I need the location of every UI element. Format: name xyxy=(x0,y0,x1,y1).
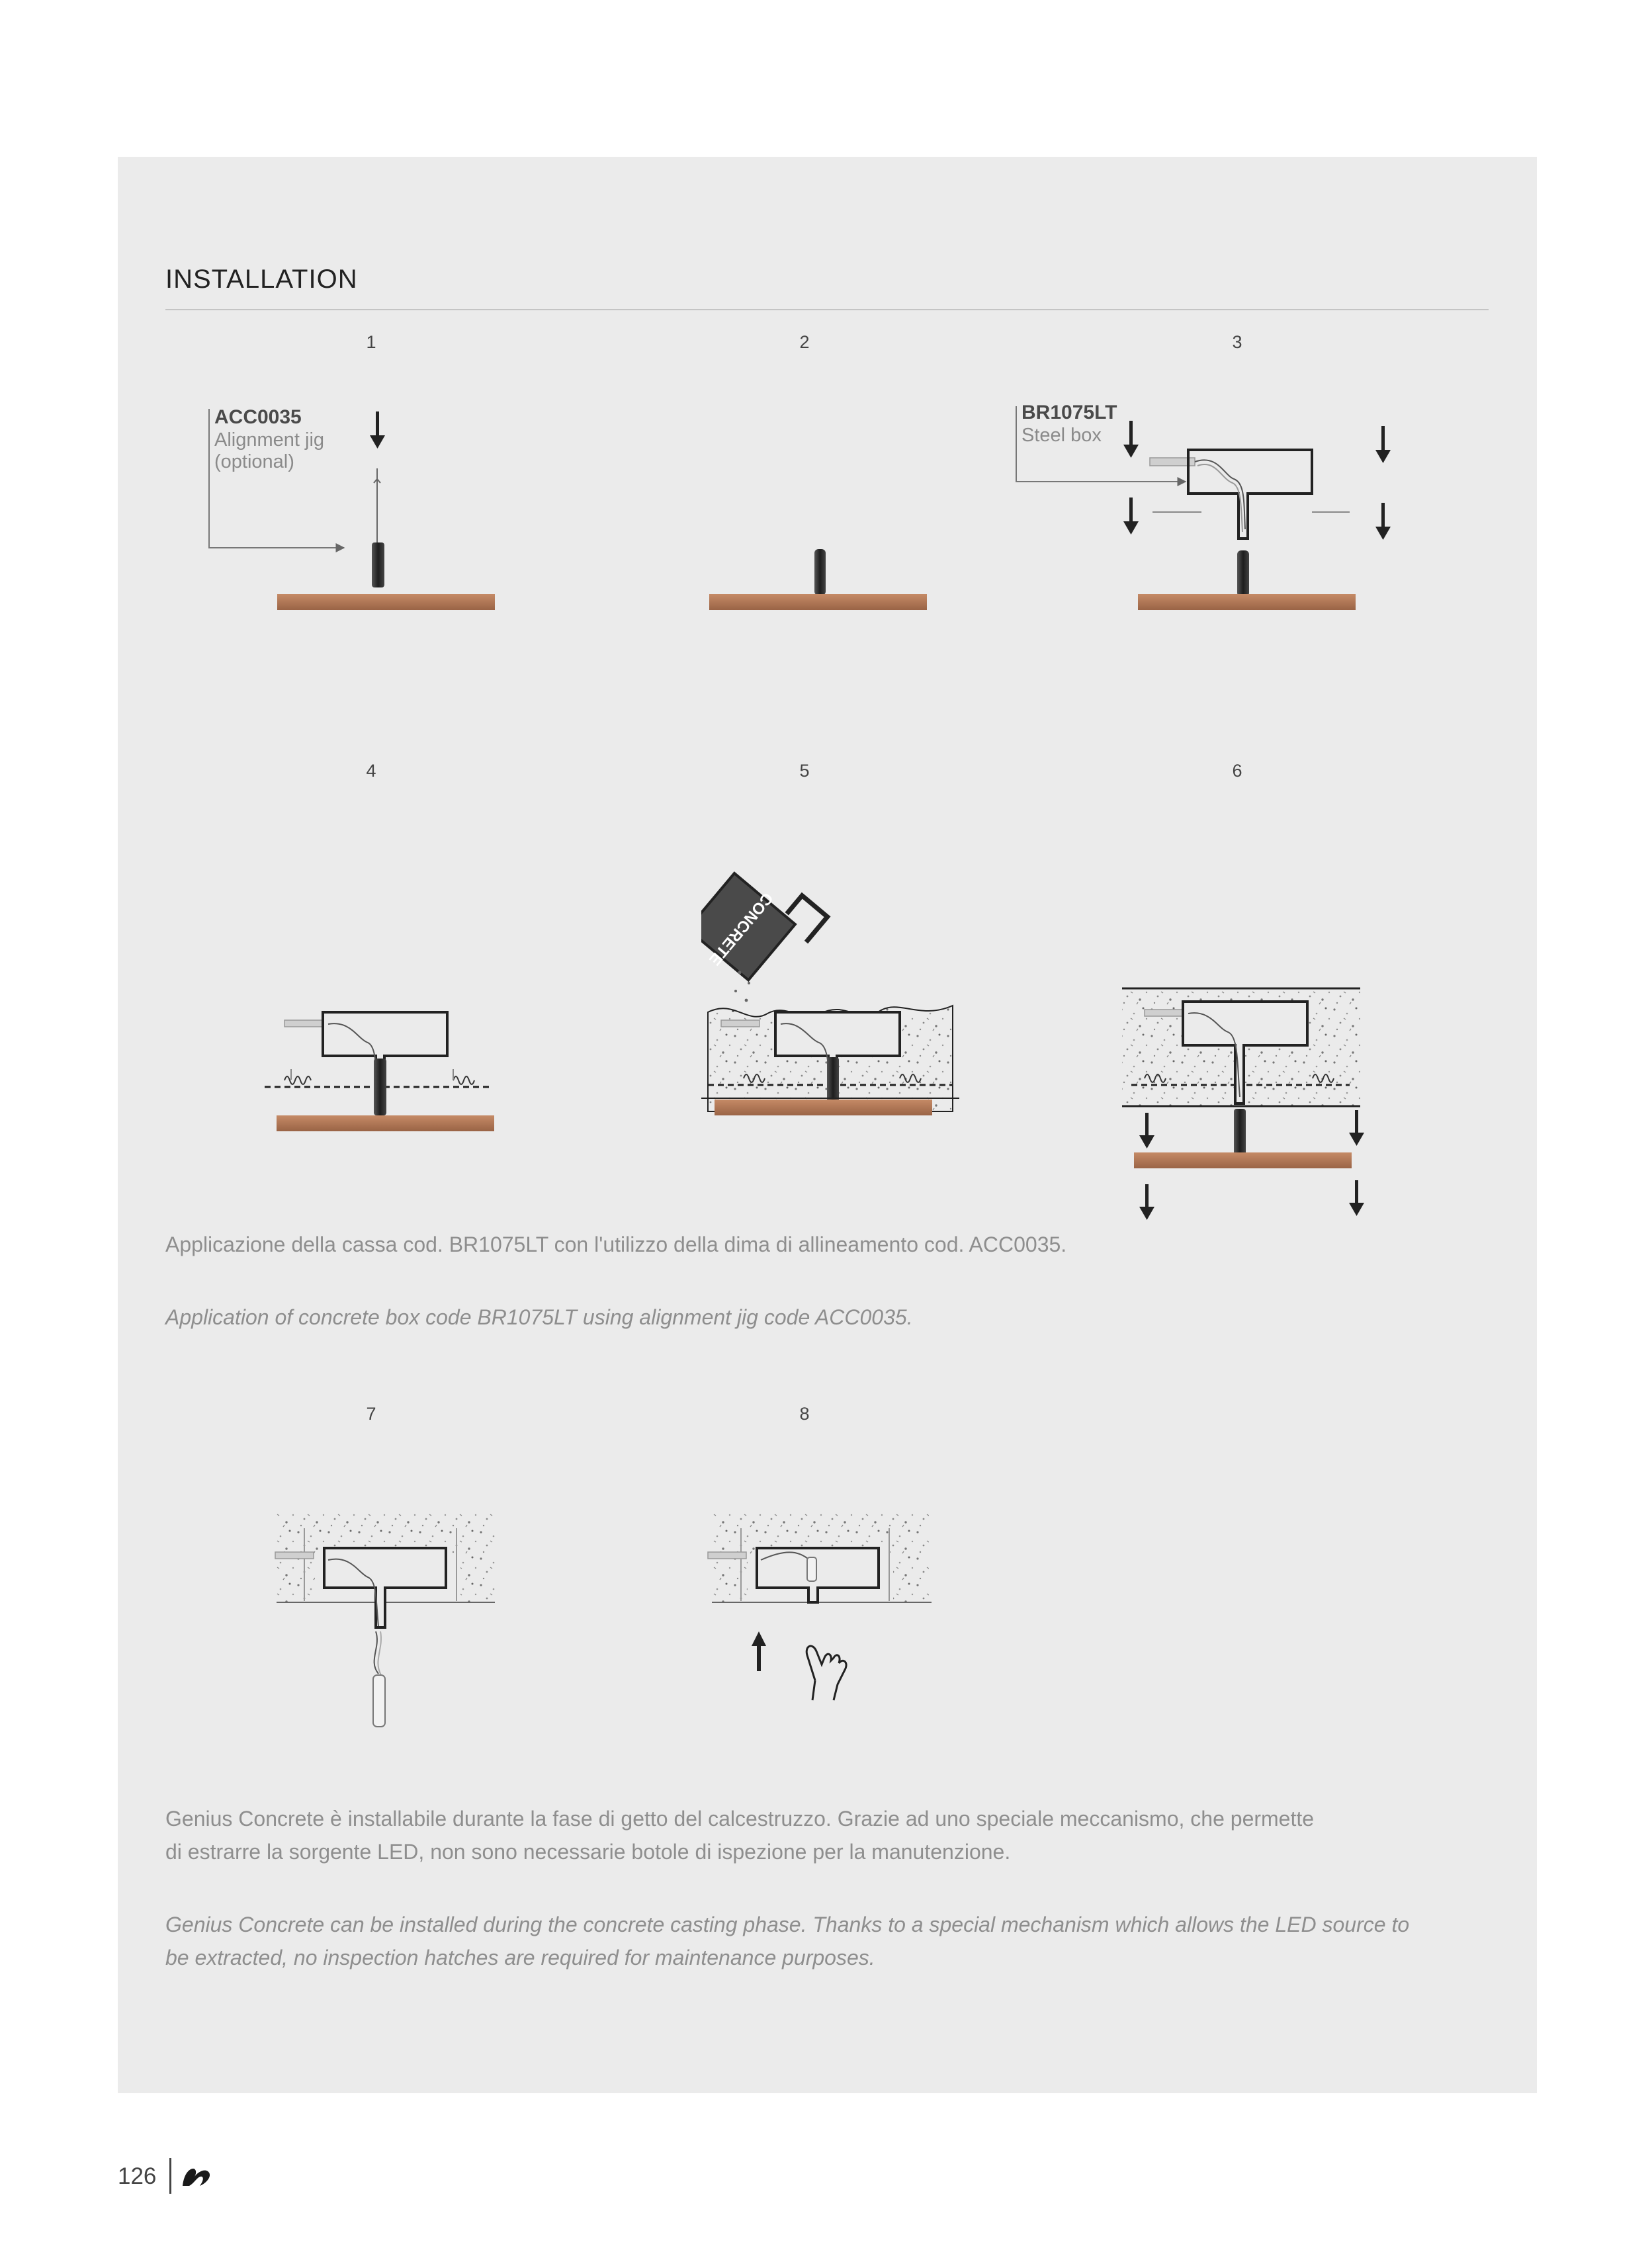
step-number-4: 4 xyxy=(366,761,376,781)
down-arrow-icon xyxy=(370,411,385,449)
led-spotlight xyxy=(814,549,826,595)
title-divider xyxy=(165,309,1489,310)
down-arrow-icon xyxy=(1123,421,1139,458)
down-arrow-icon xyxy=(1375,426,1391,463)
caption-english-2-line-2: be extracted, no inspection hatches are required for maintenance purposes. xyxy=(165,1946,875,1969)
led-spotlight xyxy=(372,542,384,587)
box-code-label: BR1075LT xyxy=(1022,402,1117,423)
led-spotlight xyxy=(374,1059,386,1115)
down-arrow-icon xyxy=(1375,503,1391,540)
step-number-5: 5 xyxy=(799,761,810,781)
step-7-illustration xyxy=(265,1502,503,1753)
step-8-illustration xyxy=(701,1502,939,1753)
finger-press-icon xyxy=(806,1646,846,1700)
step-6-illustration xyxy=(1118,979,1369,1231)
led-spotlight xyxy=(807,1557,816,1581)
jig-note-label: (optional) xyxy=(214,451,294,472)
jig-code-label: ACC0035 xyxy=(214,406,302,428)
step-5-illustration xyxy=(701,847,966,1138)
step-1-illustration xyxy=(198,397,503,615)
step-4-illustration xyxy=(265,1006,503,1131)
jig-name-label: Alignment jig xyxy=(214,429,325,451)
up-arrow-icon xyxy=(752,1631,766,1671)
box-name-label: Steel box xyxy=(1022,425,1102,446)
step-3-illustration xyxy=(1006,397,1416,615)
down-arrow-icon xyxy=(1139,1113,1154,1148)
caption-italian-1: Applicazione della cassa cod. BR1075LT con l'utilizzo della dima di allineamento cod. ACC0035. xyxy=(165,1233,1067,1256)
step-number-6: 6 xyxy=(1232,761,1242,781)
down-arrow-icon xyxy=(1123,498,1139,535)
caption-italian-2-line-2: di estrarre la sorgente LED, non sono necessarie botole di ispezione per la manutenzione. xyxy=(165,1840,1011,1864)
wooden-formwork xyxy=(277,1115,494,1131)
led-spotlight xyxy=(1237,550,1249,597)
concrete-bucket-icon xyxy=(701,853,828,1000)
caption-italian-2-line-1: Genius Concrete è installabile durante la fase di getto del calcestruzzo. Grazie ad uno speciale meccanismo, che permette xyxy=(165,1807,1315,1831)
caption-english-2 xyxy=(165,1908,1409,1974)
brand-logo-icon xyxy=(180,2163,213,2190)
step-number-8: 8 xyxy=(799,1404,810,1424)
wooden-formwork xyxy=(1134,1152,1352,1168)
section-title: INSTALLATION xyxy=(165,265,358,294)
step-number-3: 3 xyxy=(1232,332,1242,352)
caption-english-2-line-1: Genius Concrete can be installed during the concrete casting phase. Thanks to a special mechanism which allows the LED source to xyxy=(165,1913,1410,1936)
step-2-illustration xyxy=(701,523,939,615)
down-arrow-icon xyxy=(1349,1180,1364,1216)
wooden-formwork xyxy=(277,594,495,610)
down-arrow-icon xyxy=(1139,1184,1154,1220)
wooden-formwork xyxy=(1138,594,1356,610)
step-number-2: 2 xyxy=(799,332,810,352)
down-arrow-icon xyxy=(1349,1110,1364,1146)
steel-box xyxy=(757,1548,879,1602)
wooden-formwork xyxy=(709,594,927,610)
caption-english-1: Application of concrete box code BR1075LT using alignment jig code ACC0035. xyxy=(165,1305,913,1329)
step-number-7: 7 xyxy=(366,1404,376,1424)
page-number: 126 xyxy=(118,2163,157,2189)
caption-italian-2 xyxy=(165,1802,1314,1868)
steel-box xyxy=(1188,450,1312,539)
extracted-led-spotlight xyxy=(373,1675,385,1727)
footer-divider xyxy=(169,2158,171,2194)
wooden-formwork xyxy=(715,1100,932,1115)
step-number-1: 1 xyxy=(366,332,376,352)
bucket-label: CONCRETE xyxy=(705,888,777,969)
